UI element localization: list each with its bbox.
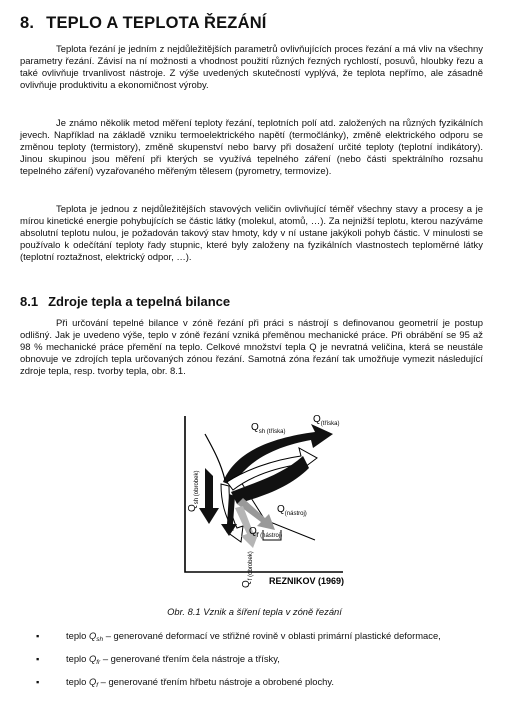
paragraph-measurement-methods: Je známo několik metod měření teploty řezání, teplotních polí atd. založených na různých fyzikálních jevech. Například na základě vzniku termoelektrického napětí (termočlánky), změně elektrického odporu se změnou teploty (termistory), změně skupenství nebo barvy při dosažení určité teploty (teplotní indikátory). Jinou skupinou jsou měření při kterých se využívá tepelného záření (nebo části spektrálního rozsahu tepelného záření) vyzařovaného měřeným tělesem (pyrometry, termovize). [20,118,483,177]
paragraph-heat-balance: Při určování tepelné bilance v zóně řezání při práci s nástrojí s definovanou geometrií je postup odlišný. Jak je uvedeno výše, teplo v zóně řezání vzniká přeměnou mechanické práce. Při obrábění se 95 až 98 % mechanické práce přemění na teplo. Celkové množství tepla Q je nevratná veličina, která se neustále obnovuje ve zdrojích tepla určovaných zónou řezání. Samotná zóna řezání tak umožňuje vymezit následující zdroje tepla, resp. tvorby tepla, obr. 8.1. [20,318,483,377]
section-heading [20,294,230,309]
label-q-chip: $Q_{(tříska)}$ [313,414,340,427]
bullet-marker: ▪ [36,676,40,687]
list-item: ▪ teplo $Q_f$ – generované třením hřbetu nástroje a obrobené plochy. [36,676,334,689]
section-number: 8.1 [20,294,39,309]
bullet-marker: ▪ [36,630,40,641]
list-item: ▪ teplo $Q_{sh}$ – generované deformací ve střižné rovině v oblasti primární plastické deformace, [36,630,441,643]
figure-caption: Obr. 8.1 Vznik a šíření tepla v zóně řezání [167,606,342,617]
label-q-f-tool: $Q_{f (nástroj)}$ [249,526,283,539]
workpiece-heat-arrow [199,468,219,524]
label-q-f-workpiece: $Q_{f (obrobek)}$ [241,551,254,588]
chapter-number: 8. [20,14,35,32]
chapter-heading [20,14,490,33]
section-title: Zdroje tepla a tepelná bilance [48,294,231,309]
label-q-tool: $Q_{(nástroj)}$ [277,504,307,517]
chapter-title: TEPLO A TEPLOTA ŘEZÁNÍ [46,14,267,32]
label-q-sh-chip: $Q_{sh (tříska)}$ [251,422,286,435]
paragraph-temperature-definition: Teplota je jednou z nejdůležitějších stavových veličin ovlivňující téměř všechny stavy a procesy a je mírou kinetické energie pohybujících se částic látky (molekul, atomů, …). Za nejnižší teplotu, kterou nazýváme absolutní teplotu nulou, je požadován takový stav hmoty, kdy v ní ustane jakýkoli pohyb částic. V minulosti se používalo k odečítání teploty řady stupnic, které byly založeny na fyzikálních vlastnostech teploměrné látky (teplotní roztažnost, elektrický odpor, …). [20,204,483,263]
figure-source-label: REZNIKOV (1969) [269,576,345,586]
paragraph-intro: Teplota řezání je jedním z nejdůležitějších parametrů ovlivňujících proces řezání a má vliv na všechny parametry řezání. Závisí na ní možnosti a vhodnost použití různých řezných rychlostí, posuvů, hloubky řezu a také ovlivňuje trvanlivost nástroje. Z výše uvedených skutečností vyplývá, že teplota nepřímo, ale zásadně ovlivňuje produktivitu a ekonomičnost výroby. [20,44,483,91]
heat-flow-figure [165,412,355,592]
bullet-marker: ▪ [36,653,40,664]
heat-source-list [36,630,486,699]
label-q-sh-workpiece: $Q_{sh (obrobek)}$ [187,470,200,512]
list-item: ▪ teplo $Q_{fr}$ – generované třením čela nástroje a třísky, [36,653,280,666]
